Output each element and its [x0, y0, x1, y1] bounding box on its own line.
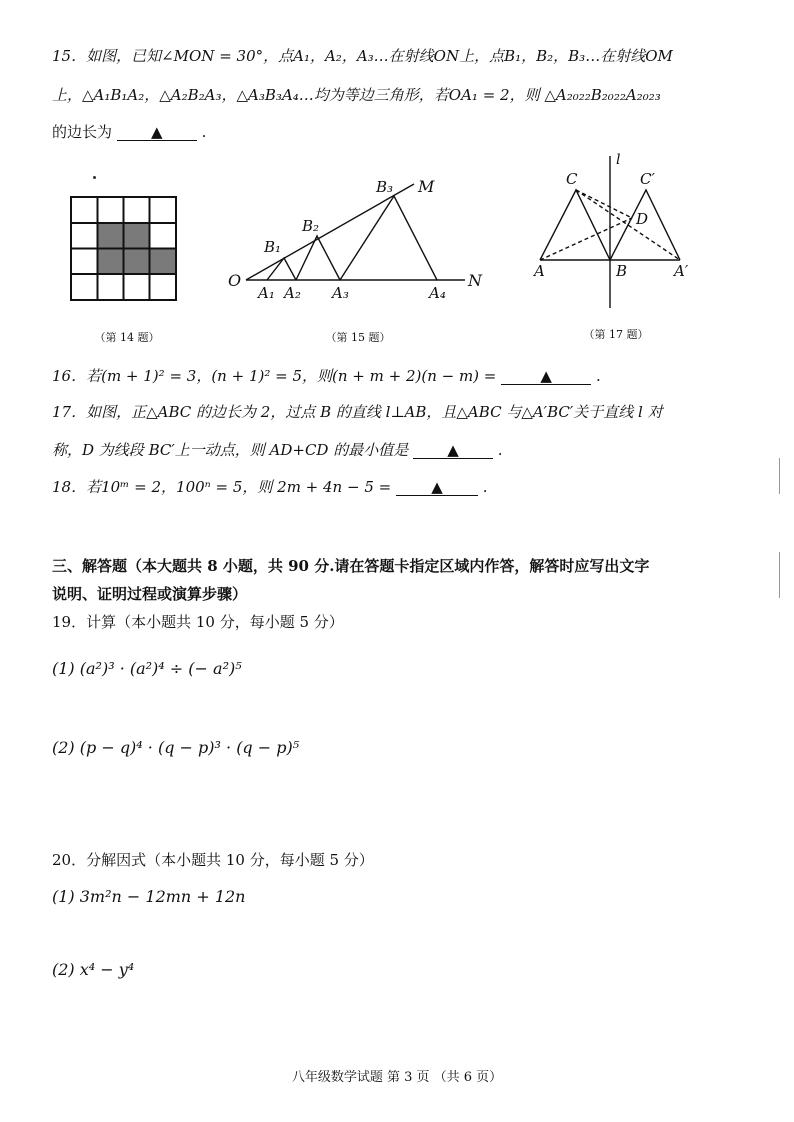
label-l: l: [616, 152, 621, 168]
q18-text: 18．若10ᵐ = 2，100ⁿ = 5，则 2m + 4n − 5 =: [52, 478, 392, 496]
figure-14-grid: [70, 196, 180, 304]
label-C-prime: C′: [640, 170, 655, 188]
section3-line1: 三、解答题（本大题共 8 小题，共 90 分.请在答题卡指定区域内作答，解答时应写出文字: [52, 557, 650, 575]
label-A2: A₂: [284, 284, 301, 302]
label-A1: A₁: [258, 284, 275, 302]
label-B: B: [616, 262, 628, 280]
q18-end: .: [482, 478, 488, 496]
q15-line2: 上，△A₁B₁A₂，△A₂B₂A₃，△A₃B₃A₄…均为等边三角形，若OA₁ = 2，则 △A₂₀₂₂B₂₀₂₂A₂₀₂₃: [52, 86, 661, 104]
shaded-cell: [97, 248, 124, 274]
q19-part1: (1) (a²)³ · (a²)⁴ ÷ (− a²)⁵: [52, 659, 242, 678]
q17-line1: 17．如图，正△ABC 的边长为 2，过点 B 的直线 l⊥AB，且△ABC 与△A′BC′关于直线 l 对: [52, 403, 663, 421]
shaded-cell: [97, 222, 124, 248]
page-footer: 八年级数学试题 第 3 页 （共 6 页）: [291, 1070, 503, 1085]
q16-answer-blank[interactable]: ▲: [501, 368, 591, 385]
label-B3: B₃: [376, 178, 394, 196]
q16: [52, 366, 601, 386]
q17-line2: [52, 440, 503, 460]
q16-end: .: [595, 367, 601, 385]
q19-title: 19．计算（本小题共 10 分，每小题 5 分）: [52, 613, 344, 631]
triangle-2: [296, 236, 340, 280]
caption-15: （第 15 题）: [325, 331, 391, 344]
label-A3: A₃: [332, 284, 349, 302]
triangle-1: [267, 258, 296, 280]
figure-17-symmetry: [528, 150, 698, 310]
q17-end: .: [497, 441, 503, 459]
q15-line1: 15．如图，已知∠MON = 30°，点A₁，A₂，A₃…在射线ON上，点B₁，B₂，B₃…在射线OM: [52, 47, 673, 65]
q15-answer-blank[interactable]: ▲: [117, 124, 197, 141]
label-A4: A₄: [429, 284, 446, 302]
segment-AD: [540, 218, 632, 260]
q17-answer-blank[interactable]: ▲: [413, 442, 493, 459]
print-speck: [93, 176, 96, 179]
q15-line3: [52, 122, 206, 142]
segment-CD: [576, 190, 632, 218]
triangle-3: [340, 196, 437, 280]
label-A-prime: A′: [674, 262, 689, 280]
shaded-cell: [123, 222, 150, 248]
label-C: C: [566, 170, 578, 188]
label-D: D: [636, 210, 649, 228]
label-N: N: [468, 271, 482, 290]
q20-title: 20．分解因式（本小题共 10 分，每小题 5 分）: [52, 851, 374, 869]
caption-17: （第 17 题）: [583, 328, 649, 341]
q15-line3-text: 的边长为: [52, 123, 113, 141]
q20-part1: (1) 3m²n − 12mn + 12n: [52, 887, 246, 906]
figure-15-triangles: [222, 170, 492, 302]
scan-mark: [779, 552, 780, 598]
label-M: M: [418, 177, 435, 196]
q18-answer-blank[interactable]: ▲: [396, 479, 478, 496]
triangle-ABC: [540, 190, 610, 260]
label-A: A: [534, 262, 545, 280]
q16-text: 16．若(m + 1)² = 3，(n + 1)² = 5，则(n + m + 2)(n − m) =: [52, 367, 497, 385]
shaded-cell: [123, 248, 150, 274]
grid-lines: [71, 197, 176, 300]
caption-14: （第 14 题）: [94, 331, 160, 344]
q17-line2-text: 称，D 为线段 BC′上一动点，则 AD+CD 的最小值是: [52, 441, 409, 459]
q20-part2: (2) x⁴ − y⁴: [52, 960, 135, 979]
q19-part2: (2) (p − q)⁴ · (q − p)³ · (q − p)⁵: [52, 738, 300, 757]
q15-line3-end: .: [201, 123, 207, 141]
q18: [52, 477, 488, 497]
ray-OM: [246, 184, 414, 280]
label-B1: B₁: [264, 238, 282, 256]
label-B2: B₂: [302, 217, 320, 235]
label-O: O: [228, 271, 242, 290]
shaded-cell: [150, 248, 177, 274]
section3-line2: 说明、证明过程或演算步骤）: [52, 585, 248, 603]
scan-mark: [779, 458, 780, 494]
